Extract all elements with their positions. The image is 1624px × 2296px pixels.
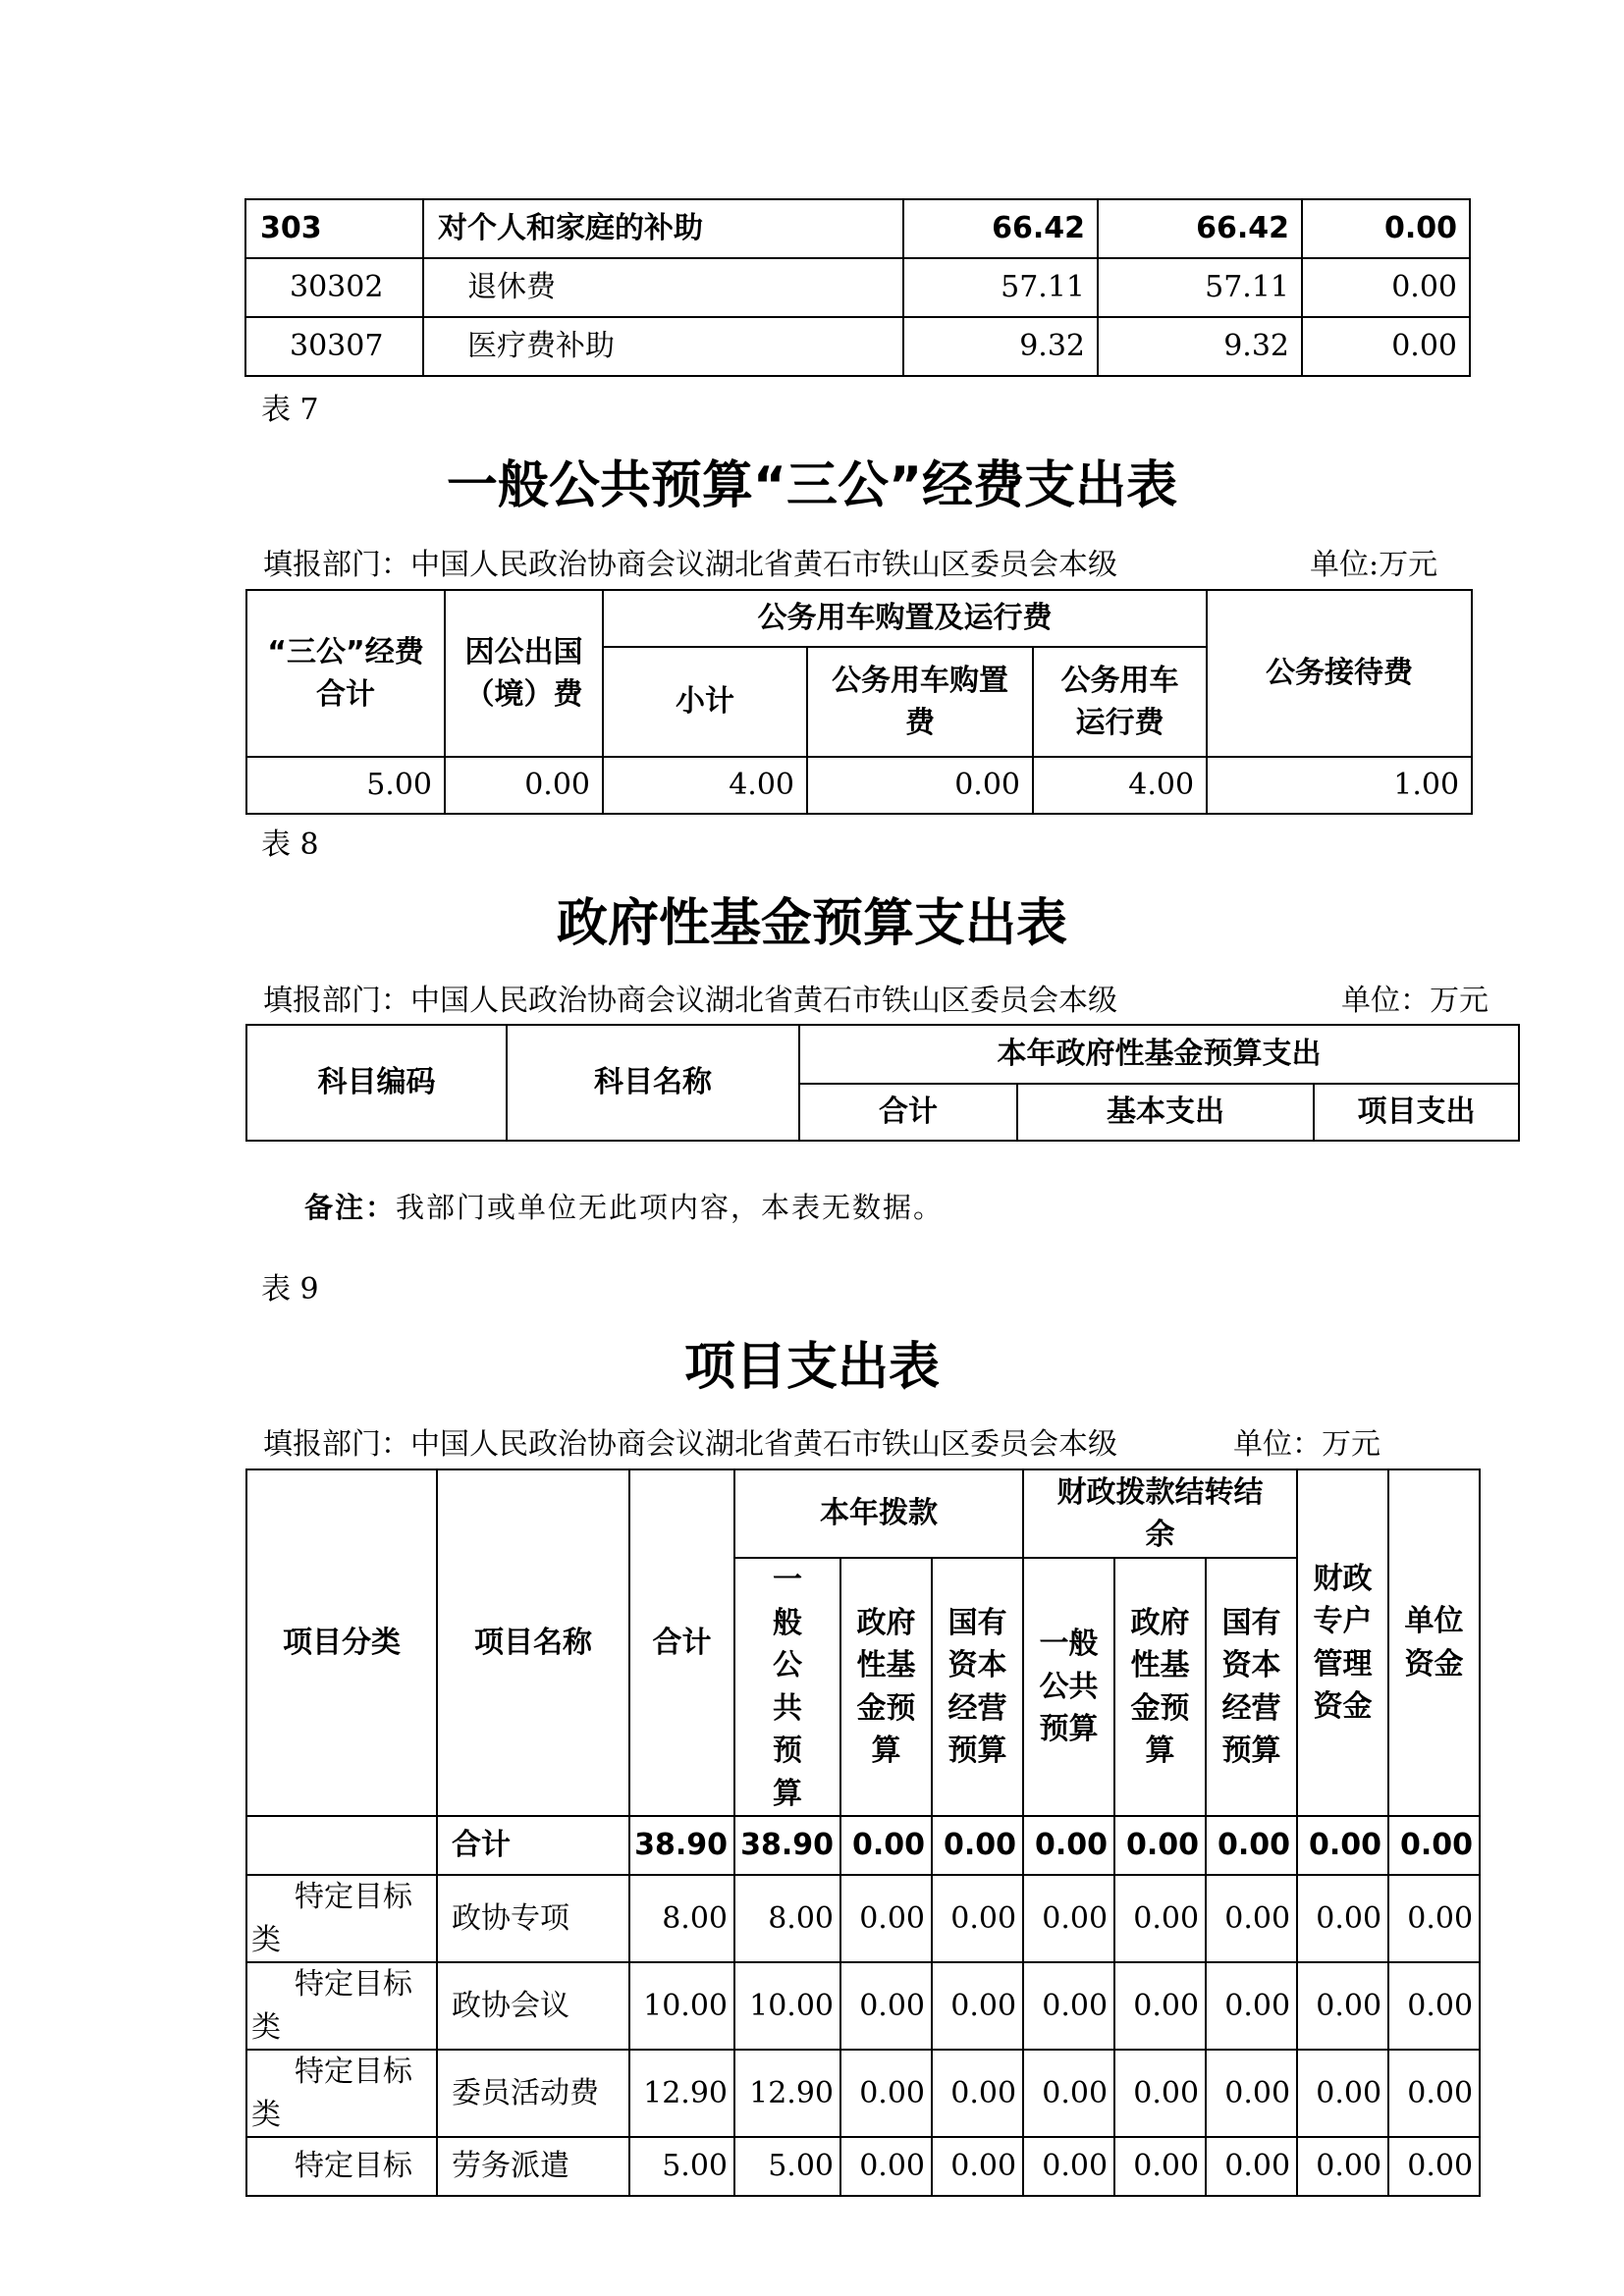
header-vehicle-purchase: 公务用车购置费	[807, 647, 1033, 757]
table-row	[246, 2050, 1480, 2137]
cell-code: 30302	[245, 258, 423, 317]
cell-value: 12.90	[734, 2050, 840, 2137]
cell-value: 0.00	[1206, 1962, 1297, 2050]
cell-name: 医疗费补助	[423, 317, 903, 376]
cell-running: 4.00	[1033, 757, 1207, 814]
cell-value: 12.90	[629, 2050, 734, 2137]
cell-value: 0.00	[840, 1962, 932, 2050]
cell-value: 0.00	[1388, 1962, 1480, 2050]
cell-value: 0.00	[932, 1875, 1023, 1962]
cell-category: 特定目标类	[246, 1875, 437, 1962]
cell-total: 57.11	[903, 258, 1098, 317]
table8-label: 表 8	[261, 828, 319, 862]
table9-title: 项目支出表	[683, 1338, 940, 1397]
cell-value: 0.00	[932, 1962, 1023, 2050]
header-carry-general: 一般公共预算	[1023, 1558, 1114, 1816]
cell-value: 5.00	[734, 2137, 840, 2196]
header-gov-fund: 政府性基金预算	[840, 1558, 932, 1816]
cell-sum-value: 38.90	[734, 1816, 840, 1875]
cell-abroad: 0.00	[445, 757, 603, 814]
cell-value: 8.00	[734, 1875, 840, 1962]
table9-dept: 填报部门：中国人民政治协商会议湖北省黄石市铁山区委员会本级	[263, 1427, 1117, 1462]
cell-sum-value: 0.00	[1023, 1816, 1114, 1875]
cell-value: 8.00	[629, 1875, 734, 1962]
table-row	[245, 258, 1470, 317]
cell-category: 特定目标	[246, 2137, 437, 2196]
cell-sum-value: 0.00	[1114, 1816, 1206, 1875]
table8	[245, 1024, 1520, 1142]
table7-dept: 填报部门：中国人民政治协商会议湖北省黄石市铁山区委员会本级	[263, 548, 1117, 582]
table6-tail	[244, 198, 1471, 377]
cell-value: 0.00	[1206, 1875, 1297, 1962]
header-subtotal: 小计	[603, 647, 807, 757]
header-total: 合计	[799, 1084, 1017, 1141]
header-vehicle-running: 公务用车运行费	[1033, 647, 1207, 757]
cell-name: 退休费	[423, 258, 903, 317]
cell-category-empty	[246, 1816, 437, 1875]
cell-basic: 66.42	[1098, 199, 1302, 258]
cell-sum-value: 0.00	[1388, 1816, 1480, 1875]
cell-value: 0.00	[1388, 2137, 1480, 2196]
cell-reception: 1.00	[1207, 757, 1472, 814]
header-sangong-total: “三公”经费合计	[246, 590, 445, 757]
cell-value: 0.00	[840, 1875, 932, 1962]
table9-unit: 单位：万元	[1233, 1427, 1380, 1462]
cell-value: 0.00	[1023, 2050, 1114, 2137]
cell-value: 0.00	[932, 2137, 1023, 2196]
header-subject-name: 科目名称	[507, 1025, 799, 1141]
header-general-budget: 一般公共预算	[734, 1558, 840, 1816]
cell-category: 特定目标类	[246, 2050, 437, 2137]
cell-project: 0.00	[1302, 317, 1470, 376]
cell-code: 30307	[245, 317, 423, 376]
cell-project: 0.00	[1302, 199, 1470, 258]
table-row-sum	[246, 1816, 1480, 1875]
header-abroad: 因公出国（境）费	[445, 590, 603, 757]
table7-label: 表 7	[261, 393, 319, 427]
header-carry-gov-fund: 政府性基金预算	[1114, 1558, 1206, 1816]
cell-value: 0.00	[1206, 2050, 1297, 2137]
header-reception: 公务接待费	[1207, 590, 1472, 757]
cell-value: 0.00	[1114, 2050, 1206, 2137]
cell-value: 0.00	[1388, 1875, 1480, 1962]
cell-value: 0.00	[932, 2050, 1023, 2137]
cell-sum-value: 0.00	[932, 1816, 1023, 1875]
cell-name: 对个人和家庭的补助	[423, 199, 903, 258]
table7-unit: 单位:万元	[1310, 548, 1438, 582]
cell-value: 5.00	[629, 2137, 734, 2196]
cell-value: 0.00	[1297, 1962, 1388, 2050]
header-current-group: 本年拨款	[734, 1469, 1023, 1558]
table-row	[246, 1875, 1480, 1962]
header-project: 项目支出	[1314, 1084, 1519, 1141]
table8-dept: 填报部门：中国人民政治协商会议湖北省黄石市铁山区委员会本级	[263, 984, 1117, 1018]
cell-sum-value: 0.00	[1297, 1816, 1388, 1875]
cell-value: 0.00	[1114, 2137, 1206, 2196]
cell-value: 0.00	[1114, 1875, 1206, 1962]
table8-unit: 单位：万元	[1341, 984, 1489, 1018]
table-row	[246, 2137, 1480, 2196]
table9	[245, 1468, 1481, 2197]
cell-sum-value: 38.90	[629, 1816, 734, 1875]
cell-subtotal: 4.00	[603, 757, 807, 814]
cell-value: 0.00	[1023, 1962, 1114, 2050]
cell-value: 0.00	[840, 2050, 932, 2137]
cell-value: 0.00	[1114, 1962, 1206, 2050]
cell-value: 10.00	[734, 1962, 840, 2050]
cell-value: 0.00	[1206, 2137, 1297, 2196]
note-label: 备注：	[304, 1191, 397, 1224]
cell-project-name: 政协专项	[437, 1875, 629, 1962]
cell-total: 5.00	[246, 757, 445, 814]
header-state-capital: 国有资本经营预算	[932, 1558, 1023, 1816]
header-project-name: 项目名称	[437, 1469, 629, 1816]
header-category: 项目分类	[246, 1469, 437, 1816]
cell-value: 0.00	[1297, 2137, 1388, 2196]
header-special-account: 财政专户管理资金	[1297, 1469, 1388, 1816]
header-carry-state-capital: 国有资本经营预算	[1206, 1558, 1297, 1816]
cell-value: 0.00	[1297, 2050, 1388, 2137]
cell-project-name: 政协会议	[437, 1962, 629, 2050]
header-basic: 基本支出	[1017, 1084, 1314, 1141]
header-subject-code: 科目编码	[246, 1025, 507, 1141]
cell-project-name: 劳务派遣	[437, 2137, 629, 2196]
note-text: 我部门或单位无此项内容，本表无数据。	[396, 1191, 945, 1224]
cell-project-name: 委员活动费	[437, 2050, 629, 2137]
cell-basic: 9.32	[1098, 317, 1302, 376]
header-vehicle-group: 公务用车购置及运行费	[603, 590, 1207, 647]
header-total: 合计	[629, 1469, 734, 1816]
header-gov-fund-group: 本年政府性基金预算支出	[799, 1025, 1519, 1084]
table-row	[245, 317, 1470, 376]
cell-project: 0.00	[1302, 258, 1470, 317]
table-row	[246, 1962, 1480, 2050]
cell-sum-label: 合计	[437, 1816, 629, 1875]
cell-code: 303	[245, 199, 423, 258]
cell-category: 特定目标类	[246, 1962, 437, 2050]
cell-basic: 57.11	[1098, 258, 1302, 317]
cell-purchase: 0.00	[807, 757, 1033, 814]
cell-value: 0.00	[1297, 1875, 1388, 1962]
cell-value: 0.00	[1023, 1875, 1114, 1962]
cell-value: 0.00	[1388, 2050, 1480, 2137]
table7	[245, 589, 1473, 815]
cell-value: 0.00	[1023, 2137, 1114, 2196]
table7-title: 一般公共预算“三公”经费支出表	[446, 456, 1178, 515]
cell-sum-value: 0.00	[840, 1816, 932, 1875]
table-row	[245, 199, 1470, 258]
table9-label: 表 9	[261, 1272, 319, 1307]
header-unit-funds: 单位资金	[1388, 1469, 1480, 1816]
table8-note	[304, 1186, 944, 1226]
cell-value: 10.00	[629, 1962, 734, 2050]
cell-total: 9.32	[903, 317, 1098, 376]
table8-title: 政府性基金预算支出表	[556, 894, 1067, 953]
header-carry-group: 财政拨款结转结余	[1023, 1469, 1297, 1558]
cell-total: 66.42	[903, 199, 1098, 258]
cell-value: 0.00	[840, 2137, 932, 2196]
cell-sum-value: 0.00	[1206, 1816, 1297, 1875]
